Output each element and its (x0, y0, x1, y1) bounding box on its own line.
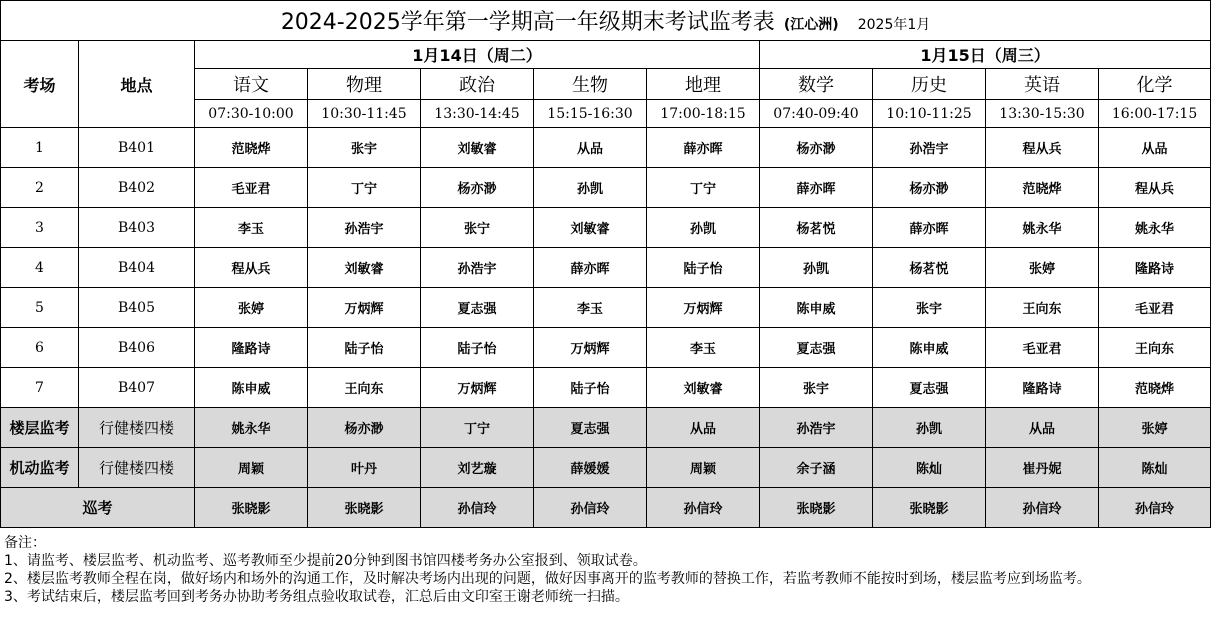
table-row (1, 368, 1211, 408)
invigilator-cell: 张婷 (1099, 408, 1211, 448)
notes-section (0, 528, 1210, 606)
invigilator-cell: 陈灿 (1099, 448, 1211, 488)
note-item-1: 1、请监考、楼层监考、机动监考、巡考教师至少提前20分钟到图书馆四楼考务办公室报到、领取试卷。 (4, 553, 647, 569)
patrol-cell: 张晓影 (760, 488, 873, 528)
invigilator-cell: 杨茗悦 (873, 248, 986, 288)
invigilator-cell: 丁宁 (647, 168, 760, 208)
invigilator-cell: 范晓烨 (986, 168, 1099, 208)
invigilator-cell: 毛亚君 (1099, 288, 1211, 328)
invigilator-cell: 张婷 (986, 248, 1099, 288)
time-slot: 10:30-11:45 (308, 100, 421, 128)
invigilator-cell: 李玉 (195, 208, 308, 248)
room-number: 4 (1, 248, 79, 288)
invigilator-cell: 程从兵 (1099, 168, 1211, 208)
room-number: 2 (1, 168, 79, 208)
invigilator-cell: 夏志强 (421, 288, 534, 328)
invigilator-cell: 丁宁 (308, 168, 421, 208)
patrol-cell: 张晓影 (873, 488, 986, 528)
table-row (1, 248, 1211, 288)
subject-header: 数学 (760, 69, 873, 100)
invigilator-cell: 万炳辉 (421, 368, 534, 408)
room-location: B407 (79, 368, 195, 408)
invigilator-cell: 万炳辉 (308, 288, 421, 328)
invigilator-cell: 杨茗悦 (760, 208, 873, 248)
patrol-row (1, 488, 1211, 528)
invigilator-cell: 杨亦渺 (873, 168, 986, 208)
room-location: B401 (79, 128, 195, 168)
room-number: 5 (1, 288, 79, 328)
room-location: B406 (79, 328, 195, 368)
invigilator-cell: 刘敏睿 (421, 128, 534, 168)
notes-heading: 备注： (4, 535, 46, 551)
invigilator-cell: 夏志强 (873, 368, 986, 408)
invigilator-cell: 孙凯 (534, 168, 647, 208)
invigilator-cell: 夏志强 (534, 408, 647, 448)
patrol-cell: 孙信玲 (421, 488, 534, 528)
invigilator-cell: 陆子怡 (421, 328, 534, 368)
subject-header: 政治 (421, 69, 534, 100)
invigilator-cell: 刘敏睿 (534, 208, 647, 248)
invigilator-cell: 孙浩宇 (308, 208, 421, 248)
invigilator-cell: 孙浩宇 (760, 408, 873, 448)
page-title: 2024-2025学年第一学期高一年级期末考试监考表 (280, 10, 775, 35)
invigilator-cell: 薛媛媛 (534, 448, 647, 488)
invigilator-cell: 张宇 (760, 368, 873, 408)
floor-label: 楼层监考 (1, 408, 79, 448)
time-slot: 13:30-14:45 (421, 100, 534, 128)
invigilator-cell: 李玉 (534, 288, 647, 328)
invigilator-cell: 张宇 (308, 128, 421, 168)
invigilator-cell: 刘敏睿 (308, 248, 421, 288)
invigilator-cell: 李玉 (647, 328, 760, 368)
day2-header: 1月15日（周三） (760, 41, 1211, 69)
subject-header: 英语 (986, 69, 1099, 100)
patrol-cell: 张晓影 (308, 488, 421, 528)
time-slot: 07:30-10:00 (195, 100, 308, 128)
mobile-location: 行健楼四楼 (79, 448, 195, 488)
invigilator-cell: 刘敏睿 (647, 368, 760, 408)
invigilator-cell: 丁宁 (421, 408, 534, 448)
subject-header: 语文 (195, 69, 308, 100)
subject-header: 地理 (647, 69, 760, 100)
invigilator-cell: 范晓烨 (1099, 368, 1211, 408)
invigilator-cell: 张婷 (195, 288, 308, 328)
invigilator-cell: 姚永华 (1099, 208, 1211, 248)
invigilator-cell: 隆路诗 (195, 328, 308, 368)
invigilator-cell: 范晓烨 (195, 128, 308, 168)
subject-header: 化学 (1099, 69, 1211, 100)
invigilator-cell: 薛亦晖 (647, 128, 760, 168)
time-slot: 10:10-11:25 (873, 100, 986, 128)
patrol-cell: 张晓影 (195, 488, 308, 528)
invigilator-cell: 姚永华 (986, 208, 1099, 248)
subject-header: 生物 (534, 69, 647, 100)
note-item-3: 3、考试结束后，楼层监考回到考务办协助考务组点验收取试卷，汇总后由文印室王谢老师统一扫描。 (4, 589, 629, 605)
room-number: 3 (1, 208, 79, 248)
title-date: 2025年1月 (857, 17, 931, 33)
mobile-row (1, 448, 1211, 488)
invigilator-cell: 刘艺璇 (421, 448, 534, 488)
room-header: 考场 (1, 41, 79, 128)
title-row (1, 1, 1211, 41)
patrol-cell: 孙信玲 (986, 488, 1099, 528)
mobile-label: 机动监考 (1, 448, 79, 488)
invigilator-cell: 孙凯 (647, 208, 760, 248)
invigilator-cell: 陆子怡 (647, 248, 760, 288)
invigilator-cell: 陆子怡 (534, 368, 647, 408)
invigilator-cell: 从品 (986, 408, 1099, 448)
invigilator-cell: 崔丹妮 (986, 448, 1099, 488)
room-location: B402 (79, 168, 195, 208)
table-row (1, 128, 1211, 168)
invigilator-cell: 孙浩宇 (873, 128, 986, 168)
invigilator-cell: 孙浩宇 (421, 248, 534, 288)
time-slot: 16:00-17:15 (1099, 100, 1211, 128)
invigilator-cell: 从品 (534, 128, 647, 168)
time-slot: 07:40-09:40 (760, 100, 873, 128)
invigilator-cell: 毛亚君 (195, 168, 308, 208)
invigilator-cell: 程从兵 (195, 248, 308, 288)
invigilator-cell: 陆子怡 (308, 328, 421, 368)
invigilator-cell: 王向东 (1099, 328, 1211, 368)
subject-header: 历史 (873, 69, 986, 100)
table-row (1, 168, 1211, 208)
invigilator-cell: 隆路诗 (1099, 248, 1211, 288)
patrol-cell: 孙信玲 (534, 488, 647, 528)
invigilator-cell: 周颖 (195, 448, 308, 488)
invigilator-cell: 张宁 (421, 208, 534, 248)
subject-header: 物理 (308, 69, 421, 100)
patrol-cell: 孙信玲 (1099, 488, 1211, 528)
room-number: 1 (1, 128, 79, 168)
invigilator-cell: 从品 (647, 408, 760, 448)
floor-location: 行健楼四楼 (79, 408, 195, 448)
room-location: B405 (79, 288, 195, 328)
patrol-label: 巡考 (1, 488, 195, 528)
room-number: 6 (1, 328, 79, 368)
invigilator-cell: 陈申威 (195, 368, 308, 408)
invigilator-cell: 周颖 (647, 448, 760, 488)
invigilator-cell: 万炳辉 (534, 328, 647, 368)
invigilator-cell: 杨亦渺 (308, 408, 421, 448)
invigilator-cell: 毛亚君 (986, 328, 1099, 368)
invigilator-cell: 陈申威 (760, 288, 873, 328)
invigilator-cell: 薛亦晖 (534, 248, 647, 288)
room-location: B404 (79, 248, 195, 288)
invigilator-cell: 陈灿 (873, 448, 986, 488)
invigilator-cell: 王向东 (308, 368, 421, 408)
invigilator-cell: 王向东 (986, 288, 1099, 328)
invigilator-cell: 余子涵 (760, 448, 873, 488)
invigilator-cell: 陈申威 (873, 328, 986, 368)
campus-label: (江心洲) (783, 17, 839, 33)
patrol-cell: 孙信玲 (647, 488, 760, 528)
invigilator-cell: 隆路诗 (986, 368, 1099, 408)
time-slot: 13:30-15:30 (986, 100, 1099, 128)
invigilator-cell: 孙凯 (760, 248, 873, 288)
floor-row (1, 408, 1211, 448)
invigilator-cell: 张宇 (873, 288, 986, 328)
time-slot: 17:00-18:15 (647, 100, 760, 128)
invigilator-cell: 万炳辉 (647, 288, 760, 328)
note-item-2: 2、楼层监考教师全程在岗，做好场内和场外的沟通工作，及时解决考场内出现的问题，做好因事离开的监考教师的替换工作，若监考教师不能按时到场，楼层监考应到场监考。 (4, 571, 1091, 587)
invigilator-cell: 薛亦晖 (873, 208, 986, 248)
invigilator-cell: 叶丹 (308, 448, 421, 488)
room-location: B403 (79, 208, 195, 248)
invigilator-cell: 夏志强 (760, 328, 873, 368)
invigilator-cell: 孙凯 (873, 408, 986, 448)
invigilator-cell: 程从兵 (986, 128, 1099, 168)
table-row (1, 288, 1211, 328)
table-row (1, 328, 1211, 368)
time-slot: 15:15-16:30 (534, 100, 647, 128)
invigilator-cell: 姚永华 (195, 408, 308, 448)
table-row (1, 208, 1211, 248)
invigilator-cell: 杨亦渺 (760, 128, 873, 168)
day1-header: 1月14日（周二） (195, 41, 760, 69)
invigilator-cell: 薛亦晖 (760, 168, 873, 208)
room-number: 7 (1, 368, 79, 408)
invigilator-cell: 从品 (1099, 128, 1211, 168)
location-header: 地点 (79, 41, 195, 128)
invigilator-cell: 杨亦渺 (421, 168, 534, 208)
